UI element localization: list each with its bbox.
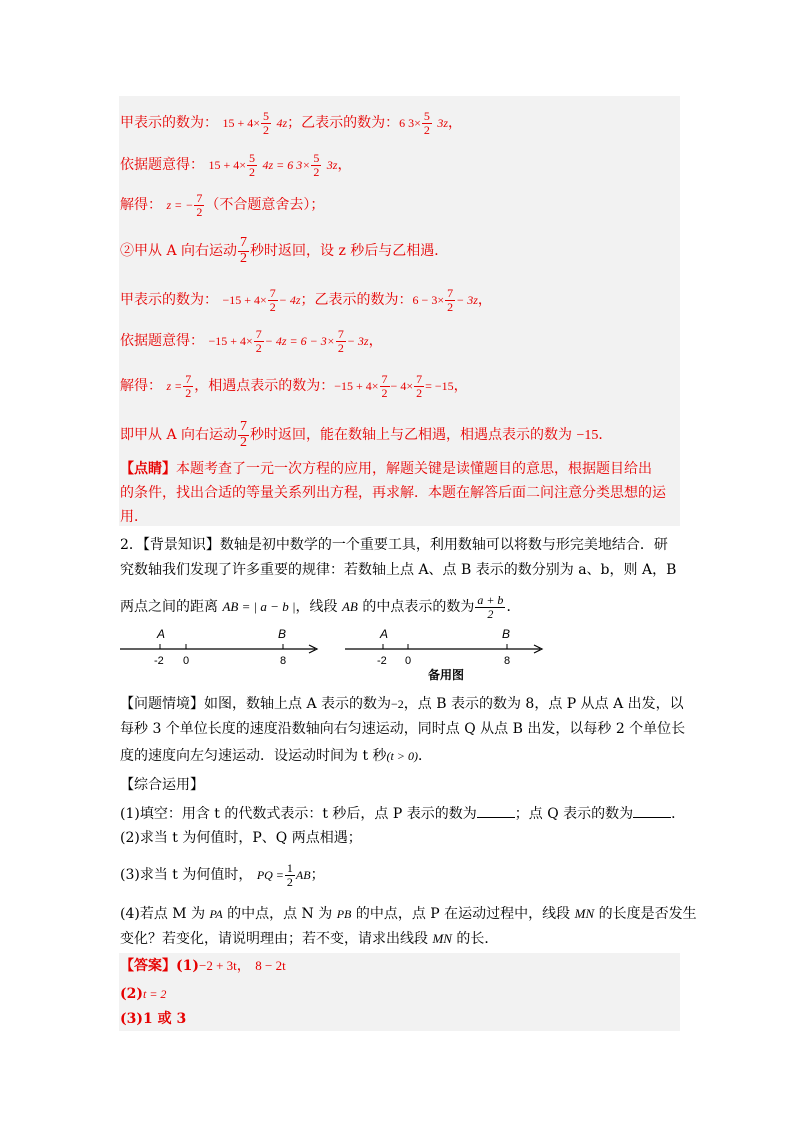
question-2: (2)求当 t 为何值时，P、Q 两点相遇； xyxy=(120,830,362,846)
axis-1-label-B: B xyxy=(278,627,287,641)
dianjing-line-3: 用． xyxy=(120,509,148,525)
situation-line-3: 度的速度向左匀速运动．设运动时间为 t 秒(t > 0)． xyxy=(120,748,432,764)
dianjing-line-1: 【点睛】本题考查了一元一次方程的应用，解题关键是读懂题目的意思，根据题目给出 xyxy=(120,461,652,477)
axis-2-tick-label-8: 8 xyxy=(504,655,511,667)
fraction-7-2: $\frac{7}{2}$ xyxy=(269,286,276,314)
axis-1-tick-label-m2: -2 xyxy=(154,655,164,667)
fraction-7-2: $\frac{7}{2}$ xyxy=(185,372,192,400)
axis-2-tick-label-m2: -2 xyxy=(377,655,387,667)
fraction-7-2: $\frac{7}{2}$ xyxy=(381,372,388,400)
answer-line-1: 【答案】(1)−2 + 3t， 8 − 2t xyxy=(120,958,286,974)
solution-line-6: 依据题意得： −15 + 4× $\frac{7}{2}$ − 4z = 6 − 3× $\frac{7}{2}$ − 3z， xyxy=(120,327,383,355)
answer-line-2: (2)t = 2 xyxy=(120,986,167,1002)
question-1: (1)填空：用含 t 的代数式表示：t 秒后，点 P 表示的数为 ；点 Q 表示的数为 ． xyxy=(120,806,686,822)
solution-line-1: 甲表示的数为： 15 + 4× $\frac{5}{2}$ 4z；乙表示的数为：6 3× $\frac{5}{2}$ 3z， xyxy=(120,109,463,137)
q2-para-line-3: 两点之间的距离 AB = | a − b |，线段 AB 的中点表示的数为 $\frac{a + b}{2}$ ． xyxy=(120,593,521,621)
spare-figure-caption: 备用图 xyxy=(428,668,465,682)
dianjing-line-2: 的条件，找出合适的等量关系列出方程，再求解．本题在解答后面二问注意分类思想的运 xyxy=(120,485,666,501)
fraction-1-2: $\frac{1}{2}$ xyxy=(286,861,293,889)
question-3: (3)求当 t 为何值时， PQ = $\frac{1}{2}$ AB； xyxy=(120,861,325,889)
q2-para-line-2: 究数轴我们发现了许多重要的规律：若数轴上点 A、点 B 表示的数分别为 a、b，则 A，B xyxy=(120,562,677,578)
fraction-7-2: $\frac{7}{2}$ xyxy=(337,327,344,355)
answer-line-3: (3)1 或 3 xyxy=(120,1011,187,1027)
number-line-figure xyxy=(115,622,555,682)
axis-2-label-A: A xyxy=(380,627,389,641)
fraction-midpoint: $\frac{a + b}{2}$ xyxy=(477,593,504,621)
q2-para-line-1: 2．【背景知识】数轴是初中数学的一个重要工具，利用数轴可以将数与形完美地结合．研 xyxy=(120,537,668,553)
solution-line-8: 即甲从 A 向右运动 $\frac{7}{2}$ 秒时返回，能在数轴上与乙相遇，相遇点表示的数为 −15． xyxy=(120,419,613,450)
solution-line-7: 解得： z = $\frac{7}{2}$ ，相遇点表示的数为：−15 + 4× $\frac{7}{2}$ − 4× $\frac{7}{2}$ = −15， xyxy=(120,372,468,400)
axis-1-label-A: A xyxy=(157,627,166,641)
blank-p[interactable] xyxy=(477,805,515,818)
fraction-5-2: $\frac{5}{2}$ xyxy=(423,109,430,137)
fraction-7-2: $\frac{7}{2}$ xyxy=(447,286,454,314)
axis-2-label-B: B xyxy=(502,627,511,641)
fraction-7-2: $\frac{7}{2}$ xyxy=(255,327,262,355)
question-4-line-2: 变化？若变化，请说明理由；若不变，请求出线段 MN 的长． xyxy=(120,931,499,947)
situation-line-1: 【问题情境】如图，数轴上点 A 表示的数为−2，点 B 表示的数为 8，点 P 从点 A 出发，以 xyxy=(120,696,684,712)
fraction-5-2: $\frac{5}{2}$ xyxy=(313,151,320,179)
fraction-5-2: $\frac{5}{2}$ xyxy=(263,109,269,137)
axis-1-tick-label-0: 0 xyxy=(183,655,190,667)
fraction-7-2: $\frac{7}{2}$ xyxy=(416,372,423,400)
fraction-7-2: $\frac{7}{2}$ xyxy=(196,191,203,219)
fraction-7-2: $\frac{7}{2}$ xyxy=(240,235,248,266)
solution-line-3: 解得： z = − $\frac{7}{2}$ （不合题意舍去）； xyxy=(120,191,325,219)
fraction-5-2: $\frac{5}{2}$ xyxy=(249,151,255,179)
axis-2-tick-label-0: 0 xyxy=(405,655,412,667)
zonghe-heading: 【综合运用】 xyxy=(120,777,204,793)
question-4-line-1: (4)若点 M 为 PA 的中点，点 N 为 PB 的中点，点 P 在运动过程中，线段 MN 的长度是否发生 xyxy=(120,906,697,922)
blank-q[interactable] xyxy=(633,805,671,818)
solution-line-4: ②甲从 A 向右运动 $\frac{7}{2}$ 秒时返回，设 z 秒后与乙相遇． xyxy=(120,235,449,266)
solution-line-2: 依据题意得： 15 + 4× $\frac{5}{2}$ 4z = 6 3× $\frac{5}{2}$ 3z， xyxy=(120,151,352,179)
fraction-7-2: $\frac{7}{2}$ xyxy=(240,419,248,450)
solution-line-5: 甲表示的数为： −15 + 4× $\frac{7}{2}$ − 4z；乙表示的数为：6 − 3× $\frac{7}{2}$ − 3z， xyxy=(120,286,492,314)
situation-line-2: 每秒 3 个单位长度的速度沿数轴向右匀速运动，同时点 Q 从点 B 出发，以每秒 2 个单位长 xyxy=(120,721,686,737)
axis-1-tick-label-8: 8 xyxy=(280,655,287,667)
